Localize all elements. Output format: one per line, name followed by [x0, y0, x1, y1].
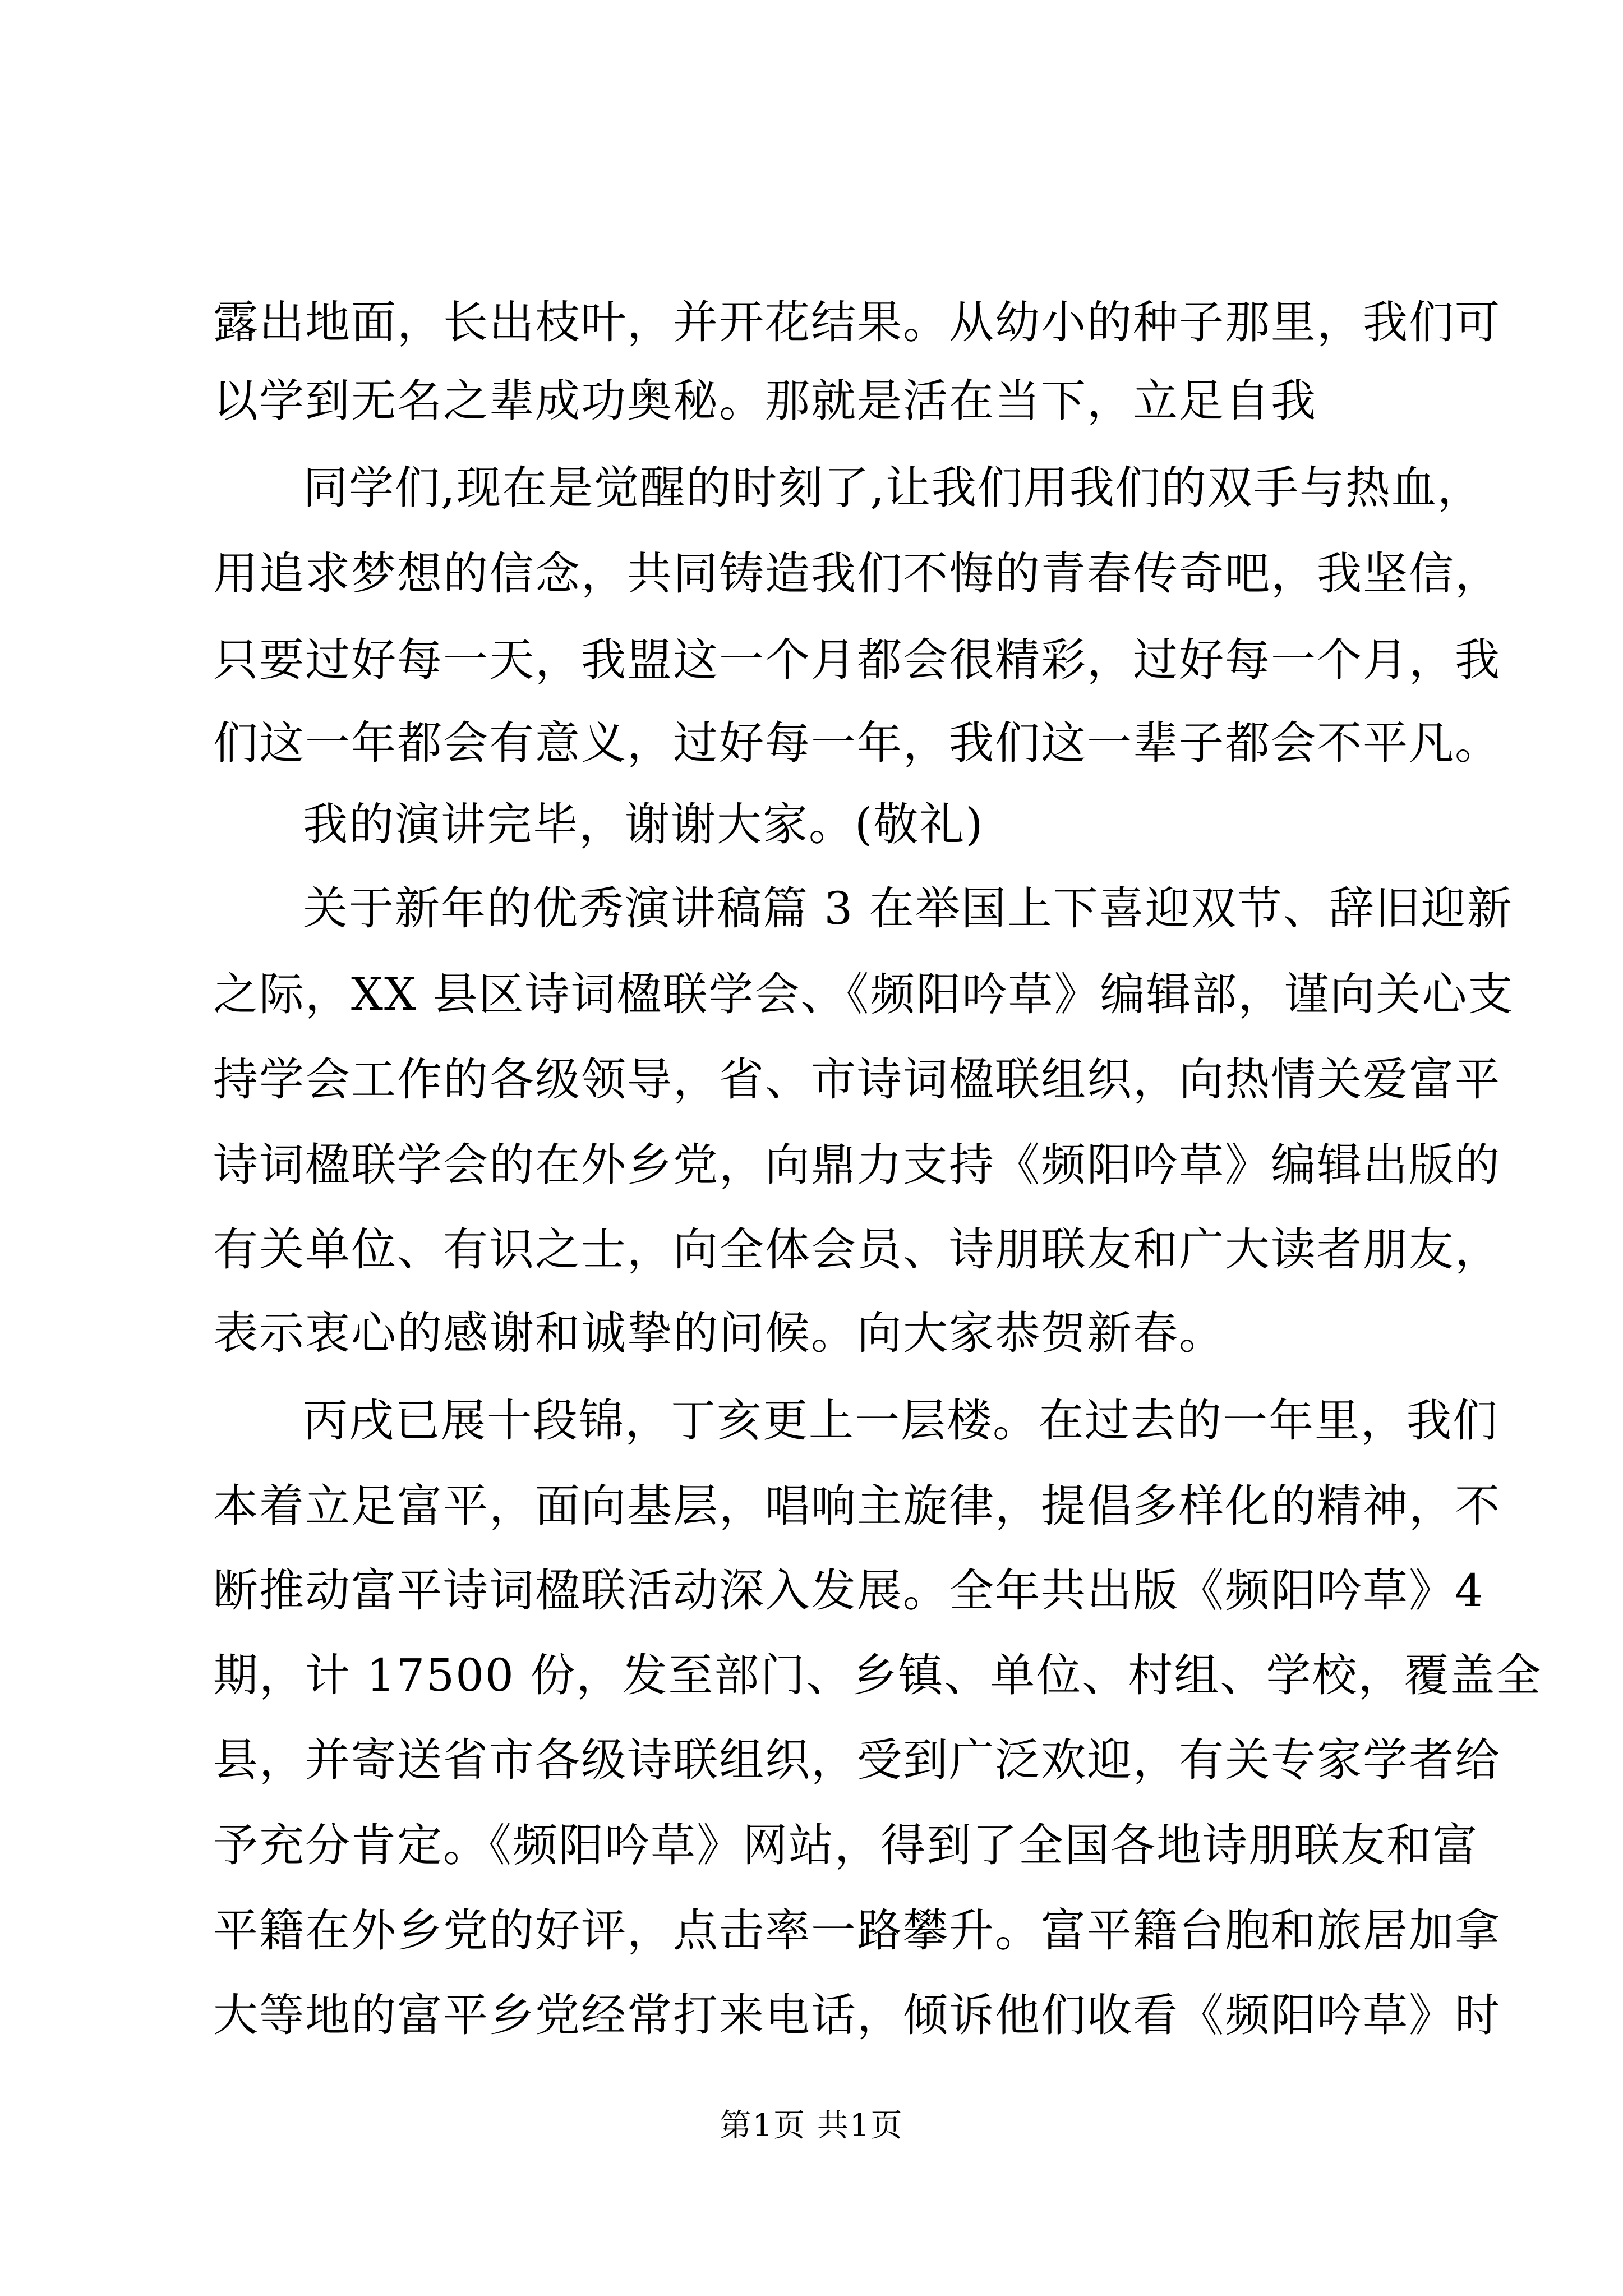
- page-number-footer: 第1页 共1页: [720, 2108, 903, 2144]
- text-line: 们这一年都会有意义，过好每一年，我们这一辈子都会不平凡。: [213, 717, 1501, 769]
- text-line: 只要过好每一天，我盟这一个月都会很精彩，过好每一个月，我: [213, 634, 1501, 686]
- text-line: 本着立足富平，面向基层，唱响主旋律，提倡多样化的精神，不: [213, 1480, 1501, 1532]
- text-line: 同学们,现在是觉醒的时刻了,让我们用我们的双手与热血，: [303, 462, 1483, 514]
- text-line: 县，并寄送省市各级诗联组织，受到广泛欢迎，有关专家学者给: [213, 1734, 1501, 1786]
- text-line: 断推动富平诗词楹联活动深入发展。全年共出版《频阳吟草》4: [213, 1565, 1484, 1617]
- text-line: 持学会工作的各级领导，省、市诗词楹联组织，向热情关爱富平: [213, 1053, 1501, 1106]
- text-line: 之际，XX 县区诗词楹联学会、《频阳吟草》编辑部，谨向关心支: [213, 968, 1514, 1020]
- text-line: 诗词楹联学会的在外乡党，向鼎力支持《频阳吟草》编辑出版的: [213, 1139, 1501, 1191]
- text-line: 予充分肯定。《频阳吟草》网站，得到了全国各地诗朋联友和富: [213, 1819, 1478, 1871]
- text-line: 露出地面，长出枝叶，并开花结果。从幼小的种子那里，我们可: [213, 296, 1501, 348]
- text-line: 我的演讲完毕，谢谢大家。(敬礼): [303, 798, 984, 850]
- text-line: 关于新年的优秀演讲稿篇 3 在举国上下喜迎双节、辞旧迎新: [303, 882, 1513, 935]
- text-line: 用追求梦想的信念，共同铸造我们不悔的青春传奇吧，我坚信，: [213, 547, 1501, 600]
- text-line: 表示衷心的感谢和诚挚的问候。向大家恭贺新春。: [213, 1307, 1225, 1359]
- text-line: 平籍在外乡党的好评，点击率一路攀升。富平籍台胞和旅居加拿: [213, 1904, 1501, 1957]
- text-line: 大等地的富平乡党经常打来电话，倾诉他们收看《频阳吟草》时: [213, 1989, 1501, 2041]
- text-line: 以学到无名之辈成功奥秘。那就是活在当下，立足自我: [213, 375, 1317, 427]
- text-line: 有关单位、有识之士，向全体会员、诗朋联友和广大读者朋友，: [213, 1223, 1501, 1276]
- text-line: 期，计 17500 份，发至部门、乡镇、单位、村组、学校，覆盖全: [213, 1649, 1542, 1701]
- text-line: 丙戌已展十段锦，丁亥更上一层楼。在过去的一年里，我们: [303, 1395, 1498, 1447]
